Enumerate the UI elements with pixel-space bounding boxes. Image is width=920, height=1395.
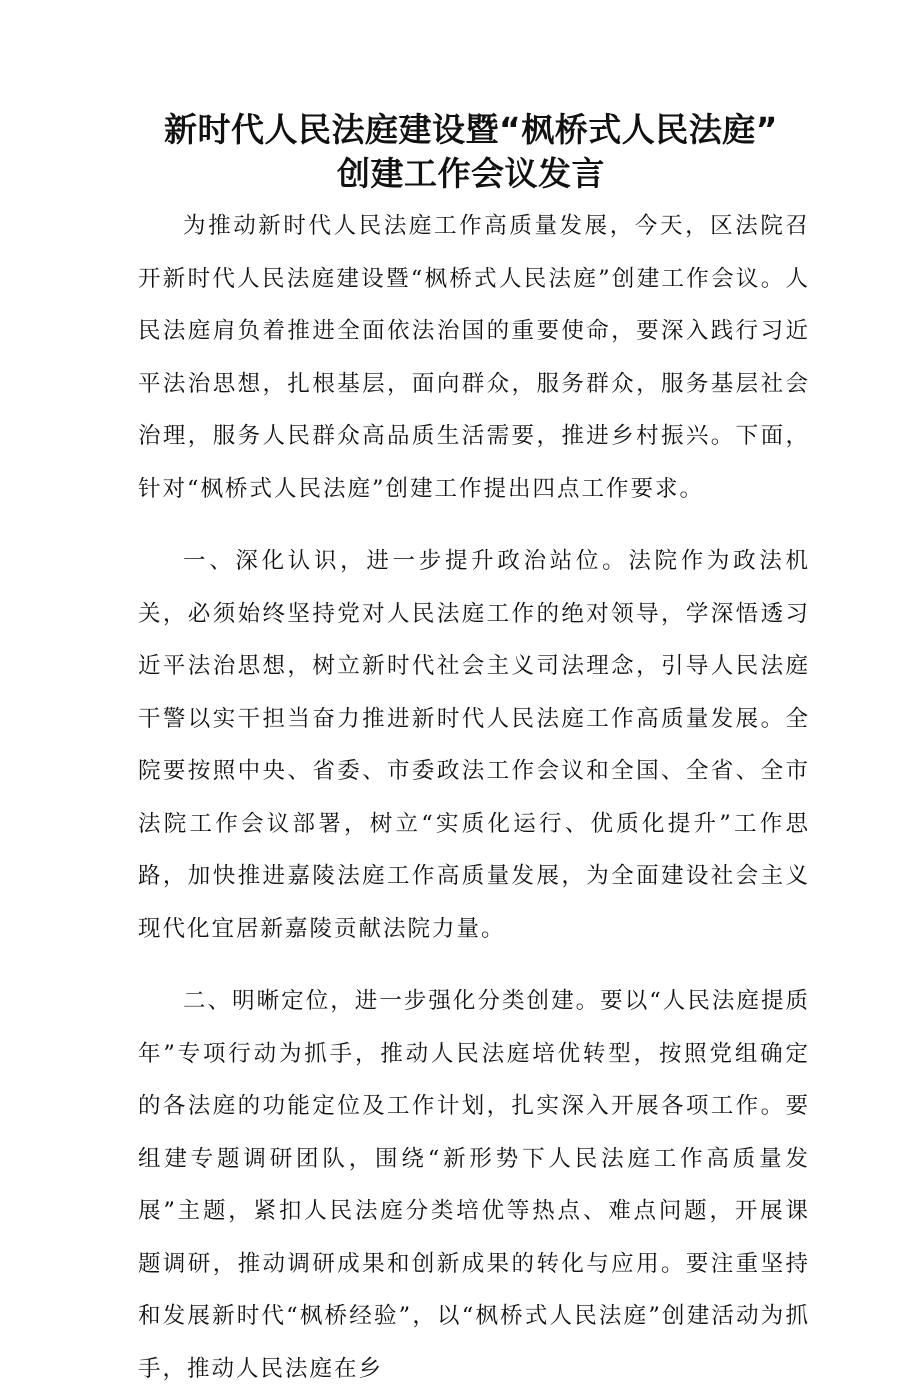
paragraph-section-1: 一、深化认识，进一步提升政治站位。法院作为政法机关，必须始终坚持党对人民法庭工作的绝对领导，学深悟透习近平法治思想，树立新时代社会主义司法理念，引导人民法庭干警以实干担当奋力推进新时代人民法庭工作高质量发展。全院要按照中央、省委、市委政法工作会议和全国、全省、全市法院工作会议部署，树立“实质化运行、优质化提升”工作思路，加快推进嘉陵法庭工作高质量发展，为全面建设社会主义现代化宜居新嘉陵贡献法院力量。	[138, 548, 810, 942]
paragraph-intro: 为推动新时代人民法庭工作高质量发展，今天，区法院召开新时代人民法庭建设暨“枫桥式人民法庭”创建工作会议。人民法庭肩负着推进全面依法治国的重要使命，要深入践行习近平法治思想，扎根基层，面向群众，服务群众，服务基层社会治理，服务人民群众高品质生活需要，推进乡村振兴。下面，针对“枫桥式人民法庭”创建工作提出四点工作要求。	[138, 213, 810, 502]
title-line-1: 新时代人民法庭建设暨“枫桥式人民法庭”	[164, 110, 778, 149]
document-title	[132, 108, 810, 196]
title-line-2: 创建工作会议发言	[337, 154, 605, 193]
paragraph-section-2: 二、明晰定位，进一步强化分类创建。要以“人民法庭提质年”专项行动为抓手，推动人民法庭培优转型，按照党组确定的各法庭的功能定位及工作计划，扎实深入开展各项工作。要组建专题调研团队，围绕“新形势下人民法庭工作高质量发展”主题，紧扣人民法庭分类培优等热点、难点问题，开展课题调研，推动调研成果和创新成果的转化与应用。要注重坚持和发展新时代“枫桥经验”，以“枫桥式人民法庭”创建活动为抓手，推动人民法庭在乡	[138, 988, 810, 1382]
